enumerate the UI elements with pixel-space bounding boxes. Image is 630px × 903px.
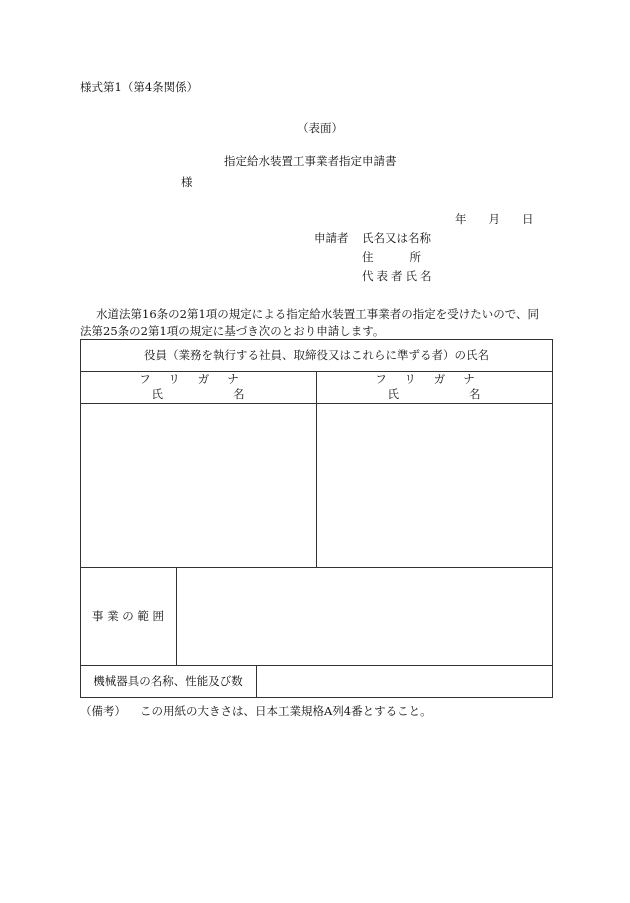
form-number: 様式第1（第4条関係） [80, 80, 199, 94]
name-header-right-1: 氏 [387, 387, 399, 401]
note-label: （備考） [80, 704, 126, 718]
name-header-left-1: 氏 [151, 387, 163, 401]
name-header-right [388, 387, 481, 402]
date-line [455, 211, 556, 227]
officer-name-header-left [80, 371, 316, 403]
body-text-line-2: 法第25条の2第1項の規定に基づき次のとおり申請します。 [80, 324, 385, 338]
business-scope-field[interactable] [177, 568, 552, 665]
note-text: この用紙の大きさは、日本工業規格A列4番とすること。 [140, 704, 432, 718]
address-label [362, 249, 421, 265]
officer-names-left-field[interactable] [81, 404, 316, 567]
furigana-label-left: フリガナ [139, 372, 257, 386]
equipment-label: 機械器具の名称、性能及び数 [93, 674, 243, 688]
year-label: 年 [455, 212, 467, 226]
name-header-left-2: 名 [233, 387, 245, 401]
business-scope-label: 事 業 の 範 囲 [91, 609, 165, 623]
name-label: 氏名又は名称 [362, 231, 431, 245]
officer-names-right-field[interactable] [317, 404, 552, 567]
document-title: 指定給水装置工事業者指定申請書 [224, 154, 397, 168]
applicant-label: 申請者 [314, 231, 349, 245]
equipment-field[interactable] [257, 666, 552, 697]
officers-header: 役員（業務を執行する社員、取締役又はこれらに準ずる者）の氏名 [144, 348, 489, 362]
officer-name-header-right [316, 371, 552, 403]
addressee-suffix: 様 [181, 175, 193, 189]
side-label: （表面） [297, 121, 343, 135]
representative-label: 代表者氏名 [362, 269, 435, 283]
body-text-line-1: 水道法第16条の2第1項の規定による指定給水装置工事業者の指定を受けたいので、同 [96, 307, 540, 321]
name-header-right-2: 名 [469, 387, 481, 401]
day-label: 日 [522, 212, 534, 226]
address-label-2: 所 [409, 250, 421, 264]
note [80, 703, 432, 719]
month-label: 月 [488, 212, 500, 226]
name-header-left [152, 387, 245, 402]
address-label-1: 住 [362, 250, 374, 264]
furigana-label-right: フリガナ [375, 372, 493, 386]
